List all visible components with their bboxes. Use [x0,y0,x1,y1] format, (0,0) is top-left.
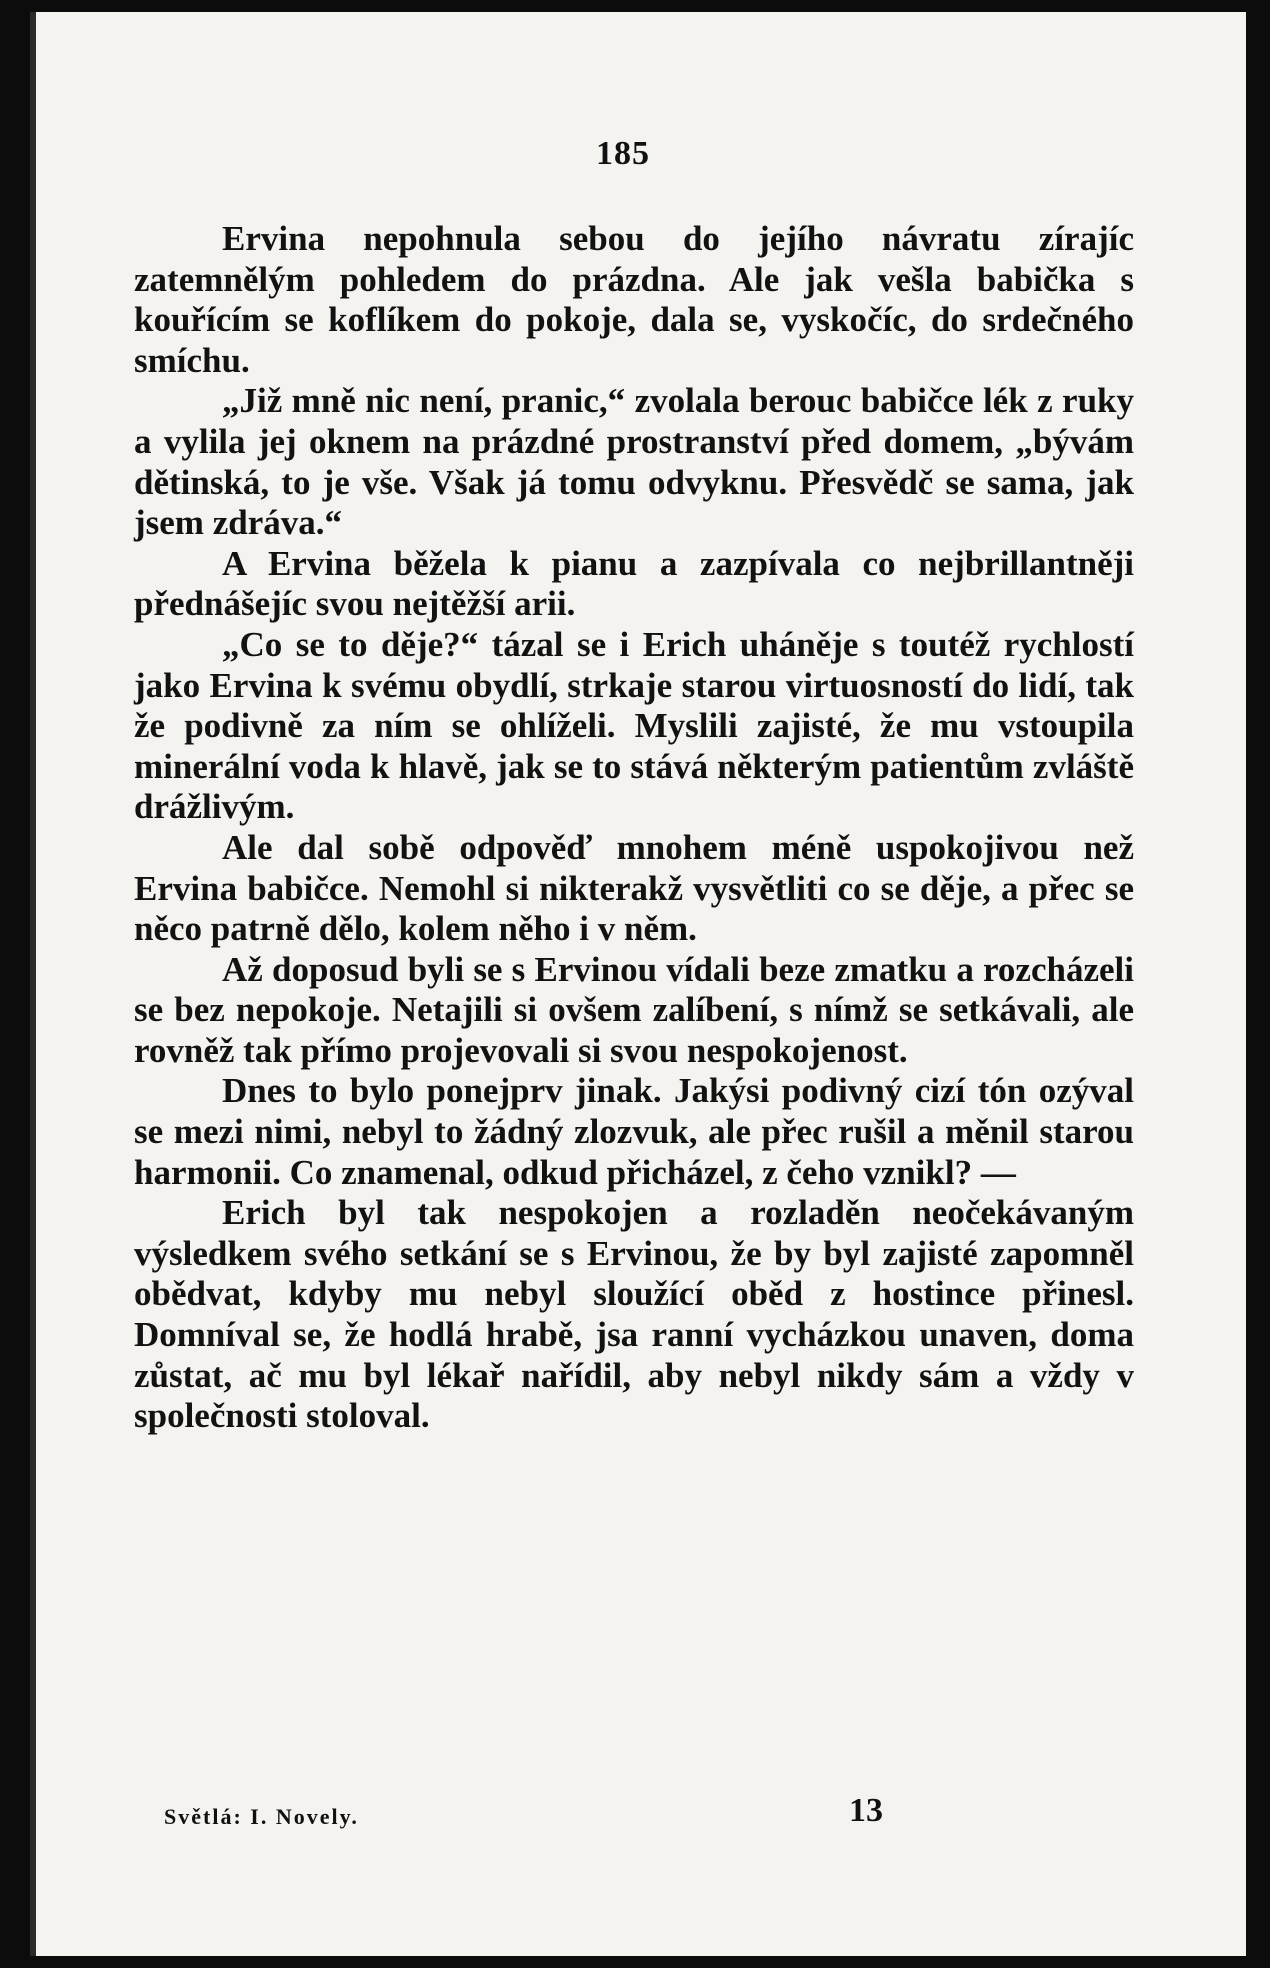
paragraph: Dnes to bylo ponejprv jinak. Jakýsi podivný cizí tón ozýval se mezi nimi, nebyl to žádný zlozvuk, ale přec rušil a měnil starou harmonii. Co znamenal, odkud přicházel, z čeho vznikl? — [134,1071,1134,1192]
paragraph: Ervina nepohnula sebou do jejího návratu zírajíc zatemnělým pohledem do prázdna. Ale jak vešla babička s kouřícím se koflíkem do pokoje, dala se, vyskočíc, do srdečného smíchu. [134,219,1134,380]
paragraph: Až doposud byli se s Ervinou vídali beze zmatku a rozcházeli se bez nepokoje. Netajili si ovšem zalíbení, s nímž se setkávali, ale rovněž tak přímo projevovali si svou nespokojenost. [134,949,1134,1070]
paragraph: Ale dal sobě odpověď mnohem méně uspokojivou než Ervina babičce. Nemohl si nikterakž vysvětliti co se děje, a přec se něco patrně dělo, kolem něho i v něm. [134,827,1134,949]
body-text [134,219,1134,1437]
paragraph: A Ervina běžela k pianu a zazpívala co nejbrillantněji přednášejíc svou nejtěžší arii. [134,543,1134,624]
book-page [30,12,1246,1956]
sheet-number: 13 [849,1792,883,1829]
page-number: 185 [596,135,650,172]
paragraph: „Již mně nic není, pranic,“ zvolala berouc babičce lék z ruky a vylila jej oknem na prázdné prostranství před domem, „bývám dětinská, to je vše. Však já tomu odvyknu. Přesvědč se sama, jak jsem zdráva.“ [134,381,1134,543]
paragraph: „Co se to děje?“ tázal se i Erich uháněje s toutéž rychlostí jako Ervina k svému obydlí, strkaje starou virtuosností do lidí, tak že podivně za ním se ohlíželi. Myslili zajisté, že mu vstoupila minerální voda k hlavě, jak se to stává některým patientům zvláště drážlivým. [134,624,1134,827]
page-footer [134,1792,1134,1836]
printer-signature: Světlá: I. Novely. [164,1804,359,1829]
paragraph: Erich byl tak nespokojen a rozladěn neočekávaným výsledkem svého setkání se s Ervinou, že by byl zajisté zapomněl obědvat, kdyby mu nebyl sloužící oběd z hostince přinesl. Domníval se, že hodlá hrabě, jsa ranní vycházkou unaven, doma zůstat, ač mu byl lékař nařídil, aby nebyl nikdy sám a vždy v společnosti stoloval. [134,1193,1134,1436]
